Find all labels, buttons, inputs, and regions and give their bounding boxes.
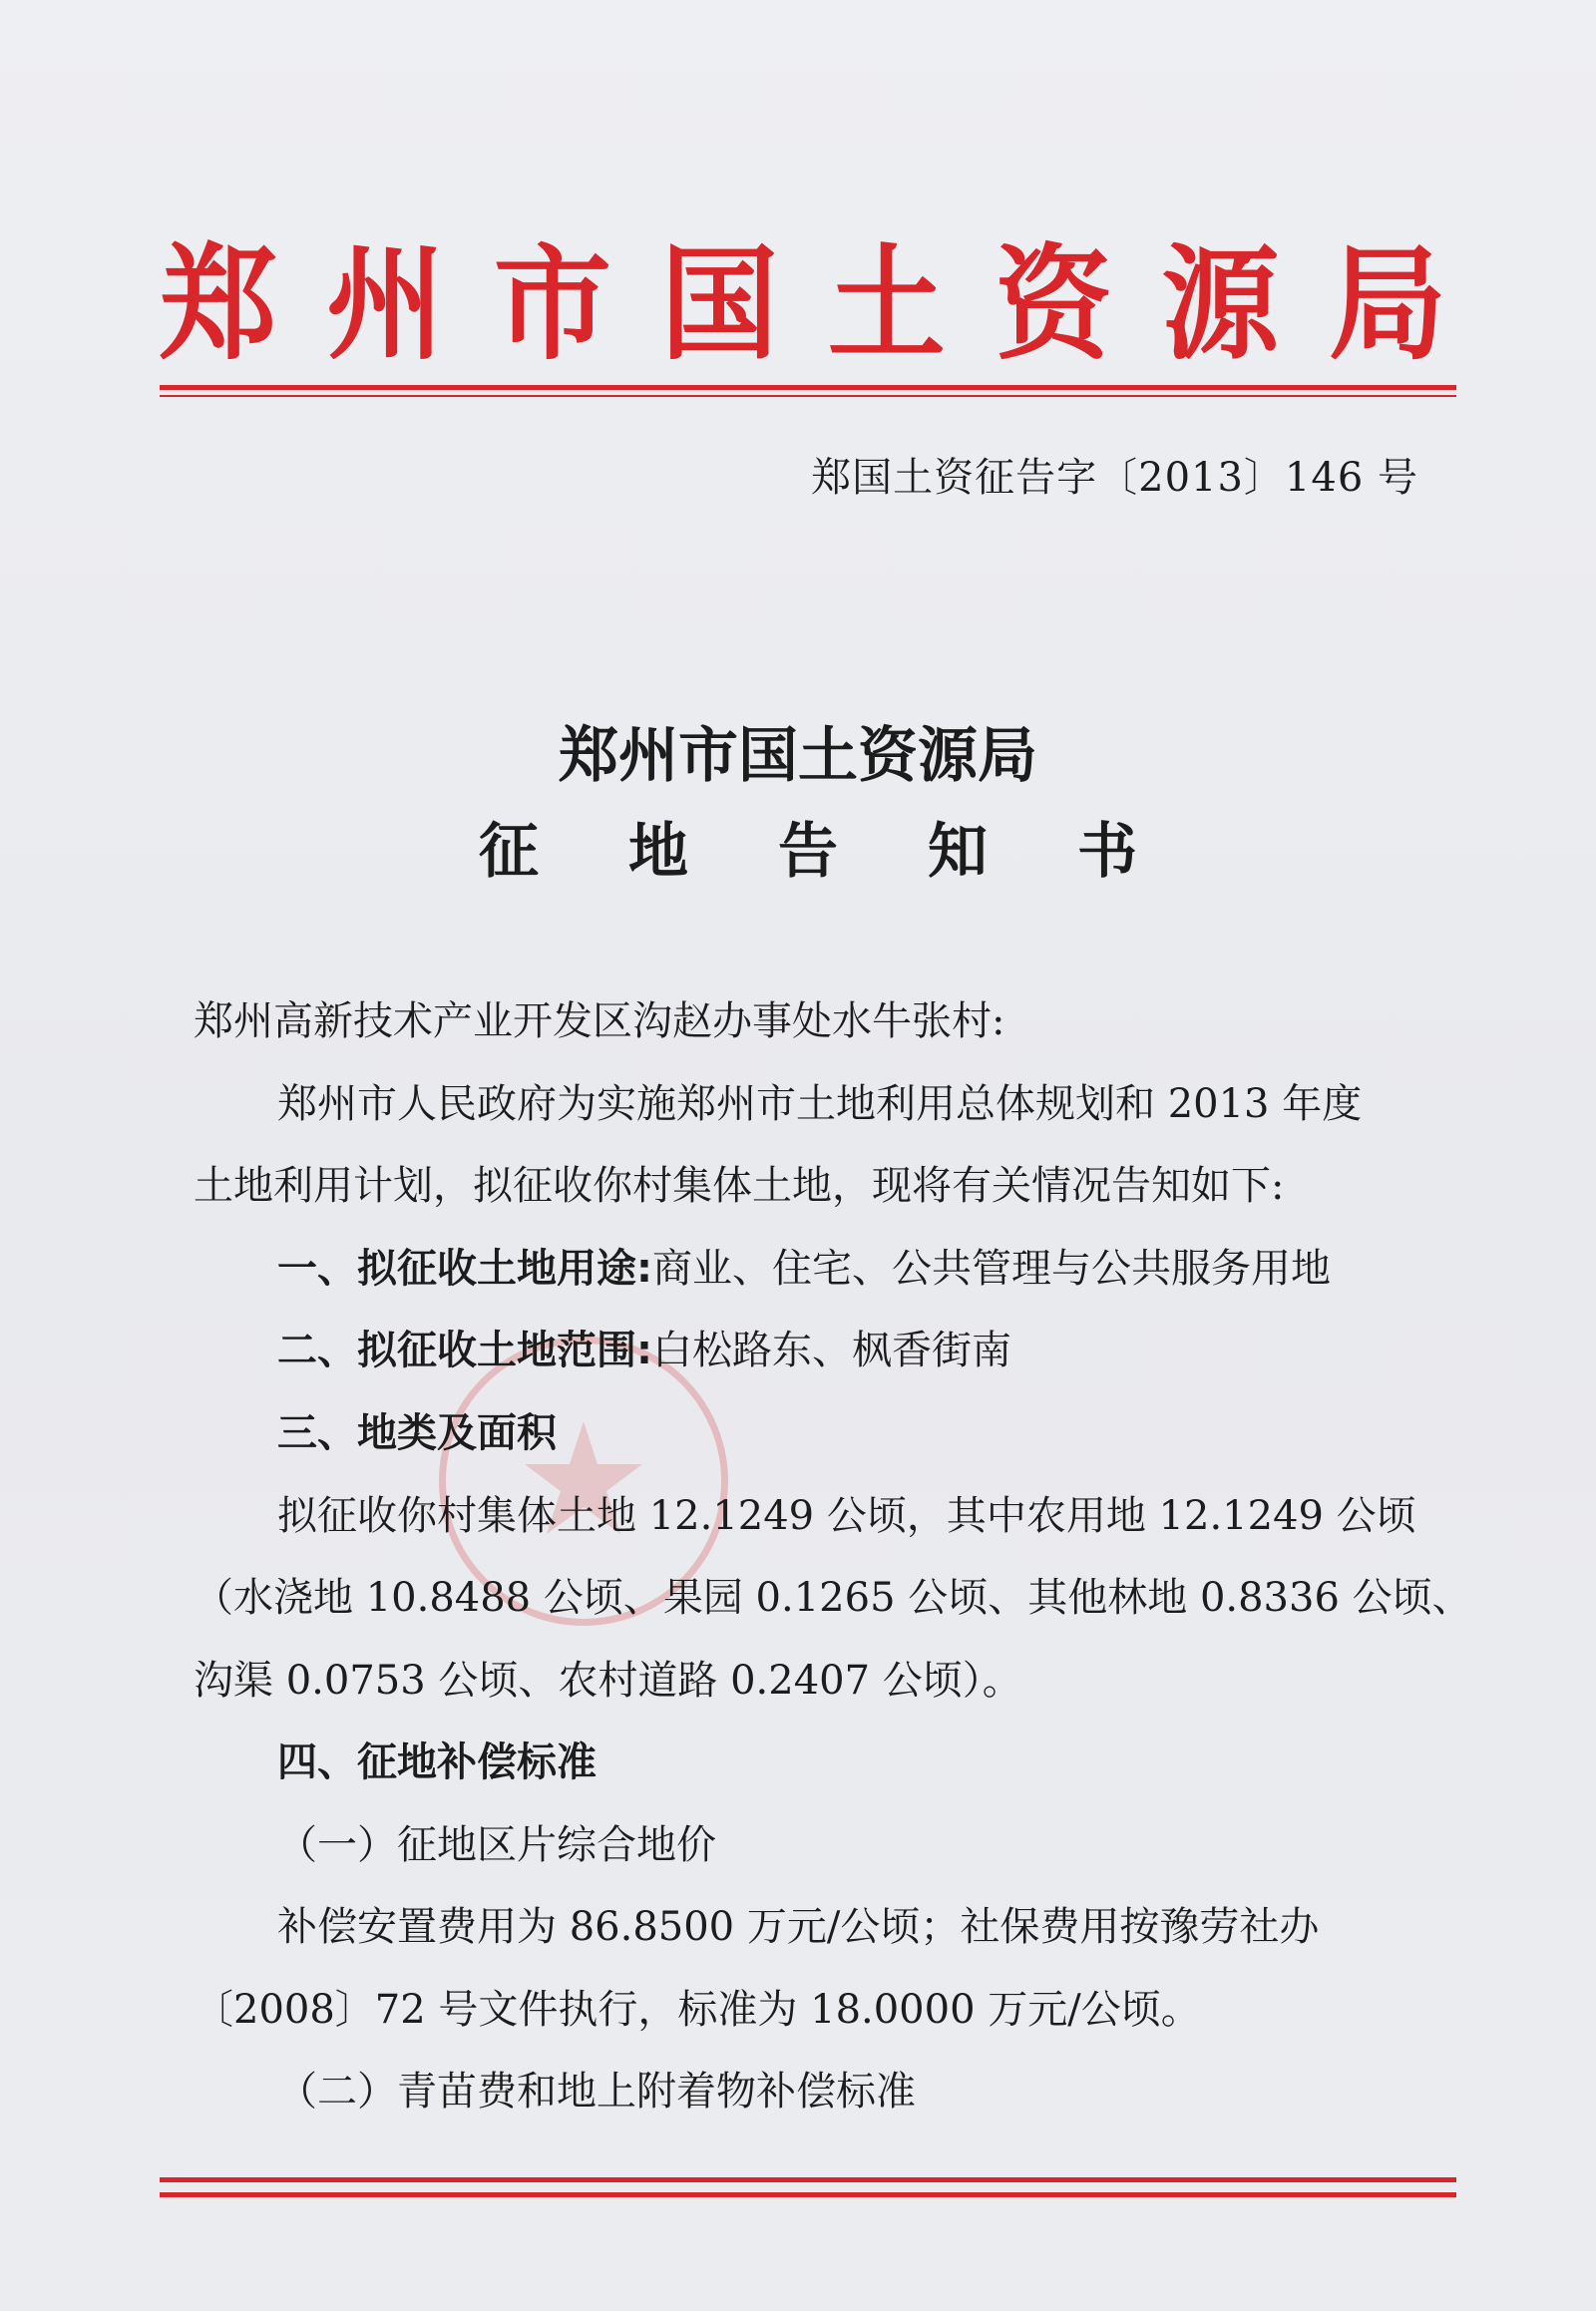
- section-2-text: 白松路东、枫香街南: [652, 1328, 1011, 1373]
- section-1-text: 商业、住宅、公共管理与公共服务用地: [652, 1246, 1331, 1292]
- letterhead-char: 源: [1161, 230, 1280, 377]
- subtitle-char: 征: [479, 817, 539, 887]
- section-2-heading: 二、拟征收土地范围:: [277, 1328, 652, 1373]
- footer-rule: [160, 2177, 1456, 2182]
- letterhead-char: 土: [827, 230, 946, 377]
- section-4-sub-1: （一）征地区片综合地价: [277, 1822, 716, 1868]
- document-title: 郑州市国土资源局: [559, 721, 1037, 791]
- section-4-para-line-2: 〔2008〕72 号文件执行，标准为 18.0000 万元/公顷。: [194, 1987, 1201, 2033]
- subtitle-char: 告: [778, 817, 838, 887]
- section-4-para-line-1: 补偿安置费用为 86.8500 万元/公顷；社保费用按豫劳社办: [277, 1904, 1320, 1950]
- letterhead-rule-top: [160, 385, 1456, 390]
- letterhead-char: 资: [995, 230, 1113, 377]
- intro-line-2: 土地利用计划，拟征收你村集体土地，现将有关情况告知如下:: [194, 1163, 1285, 1209]
- section-3-line-2: （水浇地 10.8488 公顷、果园 0.1265 公顷、其他林地 0.8336 公顷、: [194, 1575, 1472, 1621]
- section-4-sub-2: （二）青苗费和地上附着物补偿标准: [277, 2069, 916, 2115]
- document-subtitle: [479, 804, 1137, 890]
- letterhead-char: 州: [326, 230, 445, 377]
- letterhead-char: 郑: [160, 230, 278, 377]
- section-4-heading: 四、征地补偿标准: [277, 1739, 597, 1785]
- document-number: 郑国土资征告字〔2013〕146 号: [811, 455, 1418, 501]
- section-3-line-1: 拟征收你村集体土地 12.1249 公顷，其中农用地 12.1249 公顷: [277, 1493, 1416, 1539]
- letterhead-char: 国: [660, 230, 779, 377]
- letterhead: [160, 229, 1446, 379]
- subtitle-char: 书: [1077, 817, 1137, 887]
- section-3-heading: 三、地类及面积: [277, 1410, 557, 1456]
- addressee: 郑州高新技术产业开发区沟赵办事处水牛张村:: [194, 998, 1005, 1044]
- letterhead-char: 市: [493, 230, 611, 377]
- subtitle-char: 地: [628, 817, 688, 887]
- section-1: [277, 1245, 1331, 1293]
- letterhead-char: 局: [1328, 230, 1446, 377]
- intro-text: 郑州市人民政府为实施郑州市土地利用总体规划和 2013 年度: [277, 1081, 1363, 1127]
- section-1-heading: 一、拟征收土地用途:: [277, 1246, 652, 1292]
- footer-rule-2: [160, 2192, 1456, 2197]
- section-2: [277, 1327, 1011, 1374]
- letterhead-rule-top-thin: [160, 395, 1456, 397]
- subtitle-char: 知: [928, 817, 988, 887]
- intro-line-1: [277, 1080, 1419, 1128]
- section-3-line-3: 沟渠 0.0753 公顷、农村道路 0.2407 公顷）。: [194, 1658, 1022, 1704]
